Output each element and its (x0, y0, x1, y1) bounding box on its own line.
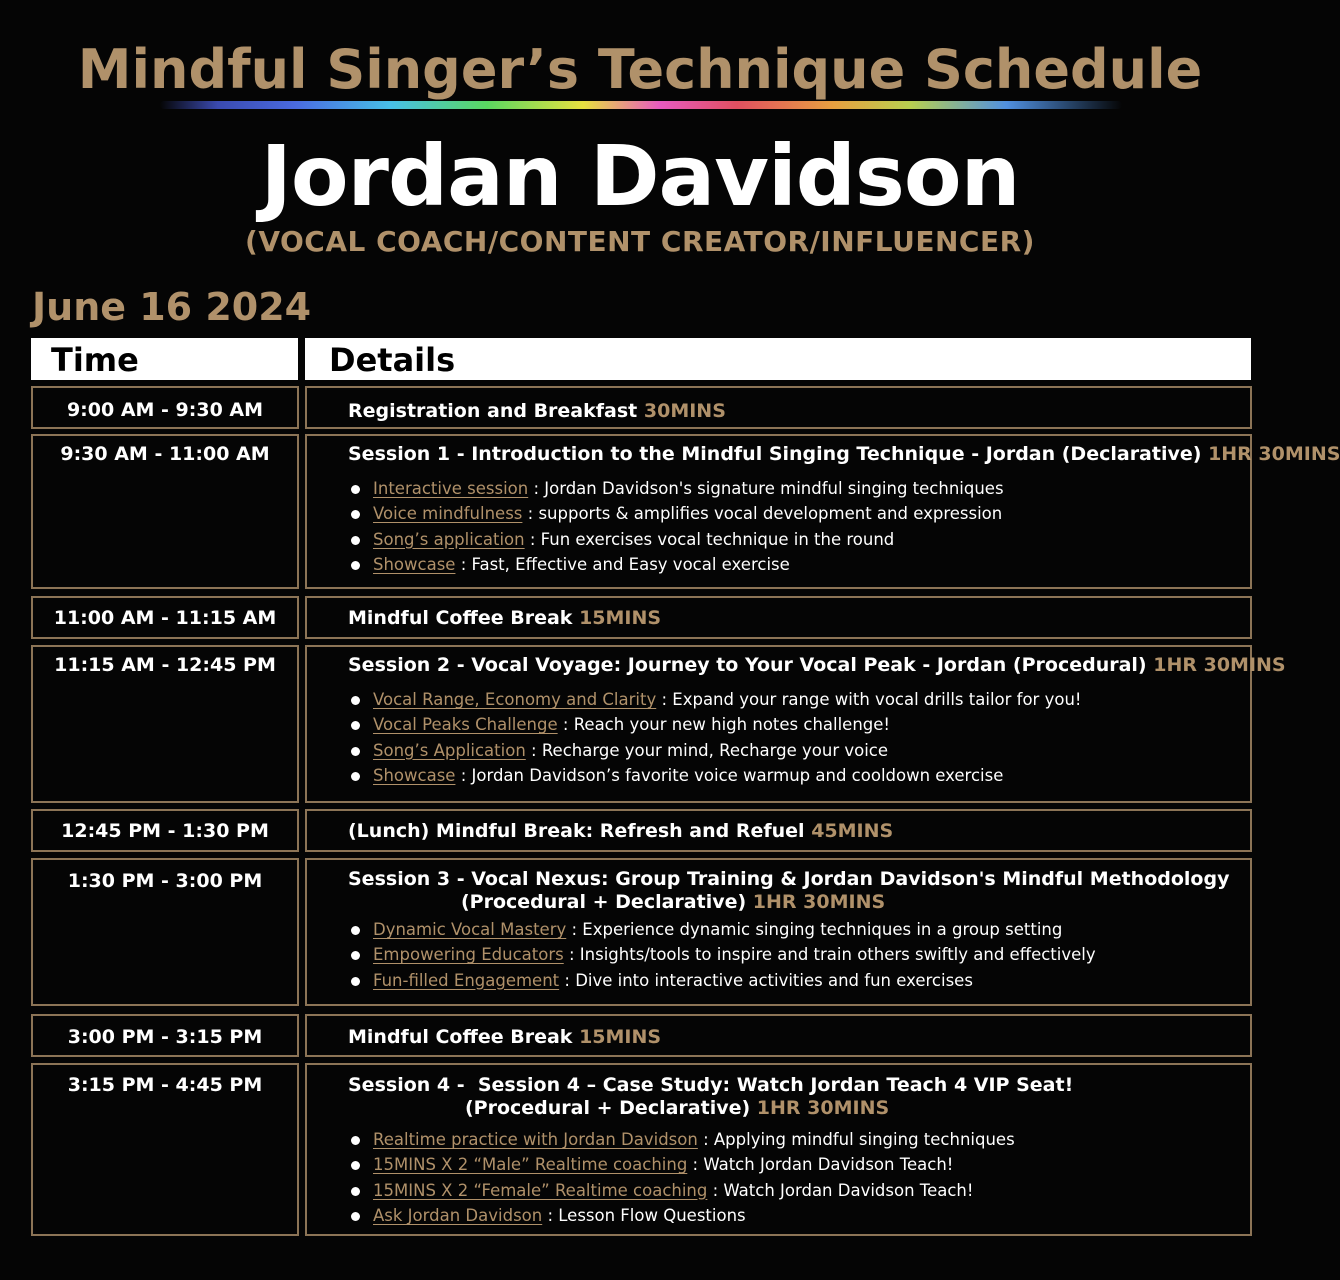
coach-role: (VOCAL COACH/CONTENT CREATOR/INFLUENCER) (245, 225, 1035, 258)
coach-name: Jordan Davidson (260, 127, 1020, 225)
topic-link[interactable]: Interactive session (373, 479, 529, 498)
list-item: Vocal Peaks Challenge : Reach your new high notes challenge! (348, 712, 1082, 737)
topic-link[interactable]: Ask Jordan Davidson (373, 1205, 543, 1225)
list-item: 15MINS X 2 “Female” Realtime coaching : Watch Jordan Davidson Teach! (348, 1178, 1015, 1203)
list-item: Song’s application : Fun exercises vocal technique in the round (348, 527, 1004, 552)
table-row-details (305, 386, 1252, 429)
table-row-time (31, 809, 299, 852)
topic-link[interactable]: 15MINS X 2 “Male” Realtime coaching (373, 1155, 688, 1175)
session-title: Session 1 - Introduction to the Mindful Singing Technique - Jordan (Declarative) 1HR 30MINS (348, 443, 1340, 465)
duration-badge: 1HR 30MINS (1153, 654, 1286, 676)
list-item: Interactive session : Jordan Davidson's signature mindful singing techniques (348, 476, 1004, 501)
duration-badge: 15MINS (579, 1026, 662, 1048)
topic-link[interactable]: Fun-filled Engagement (373, 970, 560, 990)
table-row-details (305, 645, 1286, 803)
page-title: Mindful Singer’s Technique Schedule (77, 38, 1203, 101)
topic-link[interactable]: Realtime practice with Jordan Davidson (373, 1130, 698, 1149)
duration-badge: 1HR 30MINS (1208, 443, 1340, 465)
topic-link[interactable]: Song’s application (373, 529, 525, 549)
bullet-list (348, 1127, 1015, 1228)
time-slot: 11:15 AM - 12:45 PM (54, 654, 276, 676)
list-item: Empowering Educators : Insights/tools to inspire and train others swiftly and effectively (348, 942, 1096, 967)
topic-link[interactable]: Showcase (373, 554, 456, 574)
session-title: Session 4 - Session 4 – Case Study: Watch Jordan Teach 4 VIP Seat! (Procedural + Declarative) 1HR 30MINS (348, 1074, 1074, 1119)
table-row-time (31, 386, 299, 429)
topic-link[interactable]: Vocal Range, Economy and Clarity (373, 690, 657, 709)
time-slot: 12:45 PM - 1:30 PM (61, 820, 269, 842)
rainbow-divider (160, 101, 1122, 109)
topic-link[interactable]: Vocal Peaks Challenge (373, 715, 558, 735)
bullet-list (348, 917, 1096, 993)
duration-badge: 30MINS (643, 400, 726, 422)
topic-link[interactable]: Song’s Application (373, 740, 526, 760)
session-title: (Lunch) Mindful Break: Refresh and Refuel 45MINS (348, 820, 894, 842)
table-row-details (305, 596, 1252, 639)
list-item: Song’s Application : Recharge your mind, Recharge your voice (348, 738, 1082, 763)
list-item: Showcase : Jordan Davidson’s favorite voice warmup and cooldown exercise (348, 763, 1082, 788)
time-slot: 3:00 PM - 3:15 PM (67, 1026, 263, 1048)
table-row-details (305, 1014, 1252, 1057)
table-row-time (31, 645, 299, 803)
duration-badge: 15MINS (579, 607, 662, 629)
table-row-time (31, 1014, 299, 1057)
list-item: Voice mindfulness : supports & amplifies vocal development and expression (348, 501, 1004, 526)
table-row-time (31, 1063, 299, 1236)
time-slot: 9:30 AM - 11:00 AM (60, 443, 270, 465)
list-item: Dynamic Vocal Mastery : Experience dynamic singing techniques in a group setting (348, 917, 1096, 942)
table-row-details (305, 858, 1252, 1006)
table-row-time (31, 434, 299, 589)
bullet-list (348, 476, 1004, 577)
time-slot: 1:30 PM - 3:00 PM (67, 870, 263, 892)
time-slot: 9:00 AM - 9:30 AM (66, 399, 264, 421)
bullet-list (348, 687, 1082, 788)
list-item: Realtime practice with Jordan Davidson : Applying mindful singing techniques (348, 1127, 1015, 1152)
list-item: Ask Jordan Davidson : Lesson Flow Questions (348, 1203, 1015, 1228)
topic-link[interactable]: 15MINS X 2 “Female” Realtime coaching (373, 1180, 708, 1200)
table-row-details (305, 434, 1340, 589)
session-title: Registration and Breakfast 30MINS (348, 400, 726, 422)
time-slot: 3:15 PM - 4:45 PM (67, 1074, 263, 1096)
list-item: Fun-filled Engagement : Dive into interactive activities and fun exercises (348, 968, 1096, 993)
session-title: Mindful Coffee Break 15MINS (348, 1026, 662, 1048)
session-title: Session 2 - Vocal Voyage: Journey to Your Vocal Peak - Jordan (Procedural) 1HR 30MINS (348, 654, 1286, 676)
table-row-details (305, 809, 1252, 852)
list-item: Vocal Range, Economy and Clarity : Expand your range with vocal drills tailor for you! (348, 687, 1082, 712)
table-row-time (31, 858, 299, 1006)
table-row-time (31, 596, 299, 639)
duration-badge: 45MINS (811, 820, 894, 842)
column-header-time: Time (31, 338, 298, 380)
time-slot: 11:00 AM - 11:15 AM (53, 607, 277, 629)
event-date: June 16 2024 (32, 285, 312, 329)
duration-badge: 1HR 30MINS (752, 891, 886, 913)
table-row-details (305, 1063, 1252, 1236)
duration-badge: 1HR 30MINS (756, 1097, 890, 1119)
topic-link[interactable]: Voice mindfulness (373, 504, 523, 524)
session-title: Session 3 - Vocal Nexus: Group Training & Jordan Davidson's Mindful Methodology (Procedural + Declarative) 1HR 30MINS (348, 868, 1230, 913)
topic-link[interactable]: Dynamic Vocal Mastery (373, 920, 567, 939)
topic-link[interactable]: Empowering Educators (373, 945, 564, 965)
list-item: 15MINS X 2 “Male” Realtime coaching : Watch Jordan Davidson Teach! (348, 1152, 1015, 1177)
column-header-details: Details (305, 338, 1251, 380)
session-title: Mindful Coffee Break 15MINS (348, 607, 662, 629)
topic-link[interactable]: Showcase (373, 765, 456, 785)
list-item: Showcase : Fast, Effective and Easy vocal exercise (348, 552, 1004, 577)
